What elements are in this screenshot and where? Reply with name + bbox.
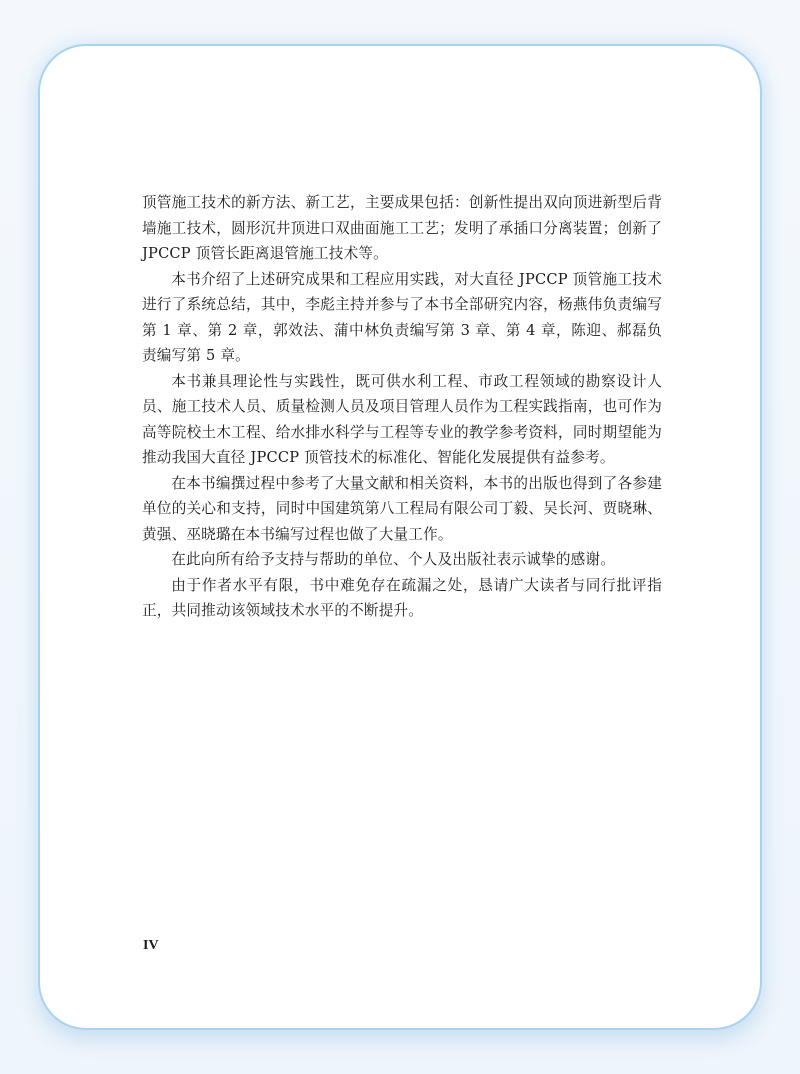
paragraph-3: 本书兼具理论性与实践性，既可供水利工程、市政工程领域的勘察设计人员、施工技术人员、质量检测人员及项目管理人员作为工程实践指南，也可作为高等院校土木工程、给水排水科学与工程等专业的教学参考资料，同时期望能为推动我国大直径 JPCCP 顶管技术的标准化、智能化发展提供有益参考。 (142, 372, 662, 466)
page-number: IV (143, 938, 159, 953)
paragraph-4: 在本书编撰过程中参考了大量文献和相关资料，本书的出版也得到了各参建单位的关心和支持，同时中国建筑第八工程局有限公司丁毅、吴长河、贾晓琳、黄强、巫晓璐在本书编写过程也做了大量工作。 (142, 474, 662, 543)
paragraph-5: 在此向所有给予支持与帮助的单位、个人及出版社表示诚挚的感谢。 (171, 551, 616, 568)
body-text (142, 190, 662, 624)
paragraph-1: 顶管施工技术的新方法、新工艺，主要成果包括：创新性提出双向顶进新型后背墙施工技术，圆形沉井顶进口双曲面施工工艺；发明了承插口分离装置；创新了 JPCCP 顶管长距离退管施工技术等。 (142, 194, 662, 262)
paragraph-2: 本书介绍了上述研究成果和工程应用实践，对大直径 JPCCP 顶管施工技术进行了系统总结，其中，李彪主持并参与了本书全部研究内容，杨燕伟负责编写第 1 章、第 2 章，郭效法、蒲中林负责编写第 3 章、第 4 章，陈迎、郝磊负责编写第 5 章。 (142, 270, 662, 364)
paragraph-6: 由于作者水平有限，书中难免存在疏漏之处，恳请广大读者与同行批评指正，共同推动该领域技术水平的不断提升。 (142, 576, 662, 619)
